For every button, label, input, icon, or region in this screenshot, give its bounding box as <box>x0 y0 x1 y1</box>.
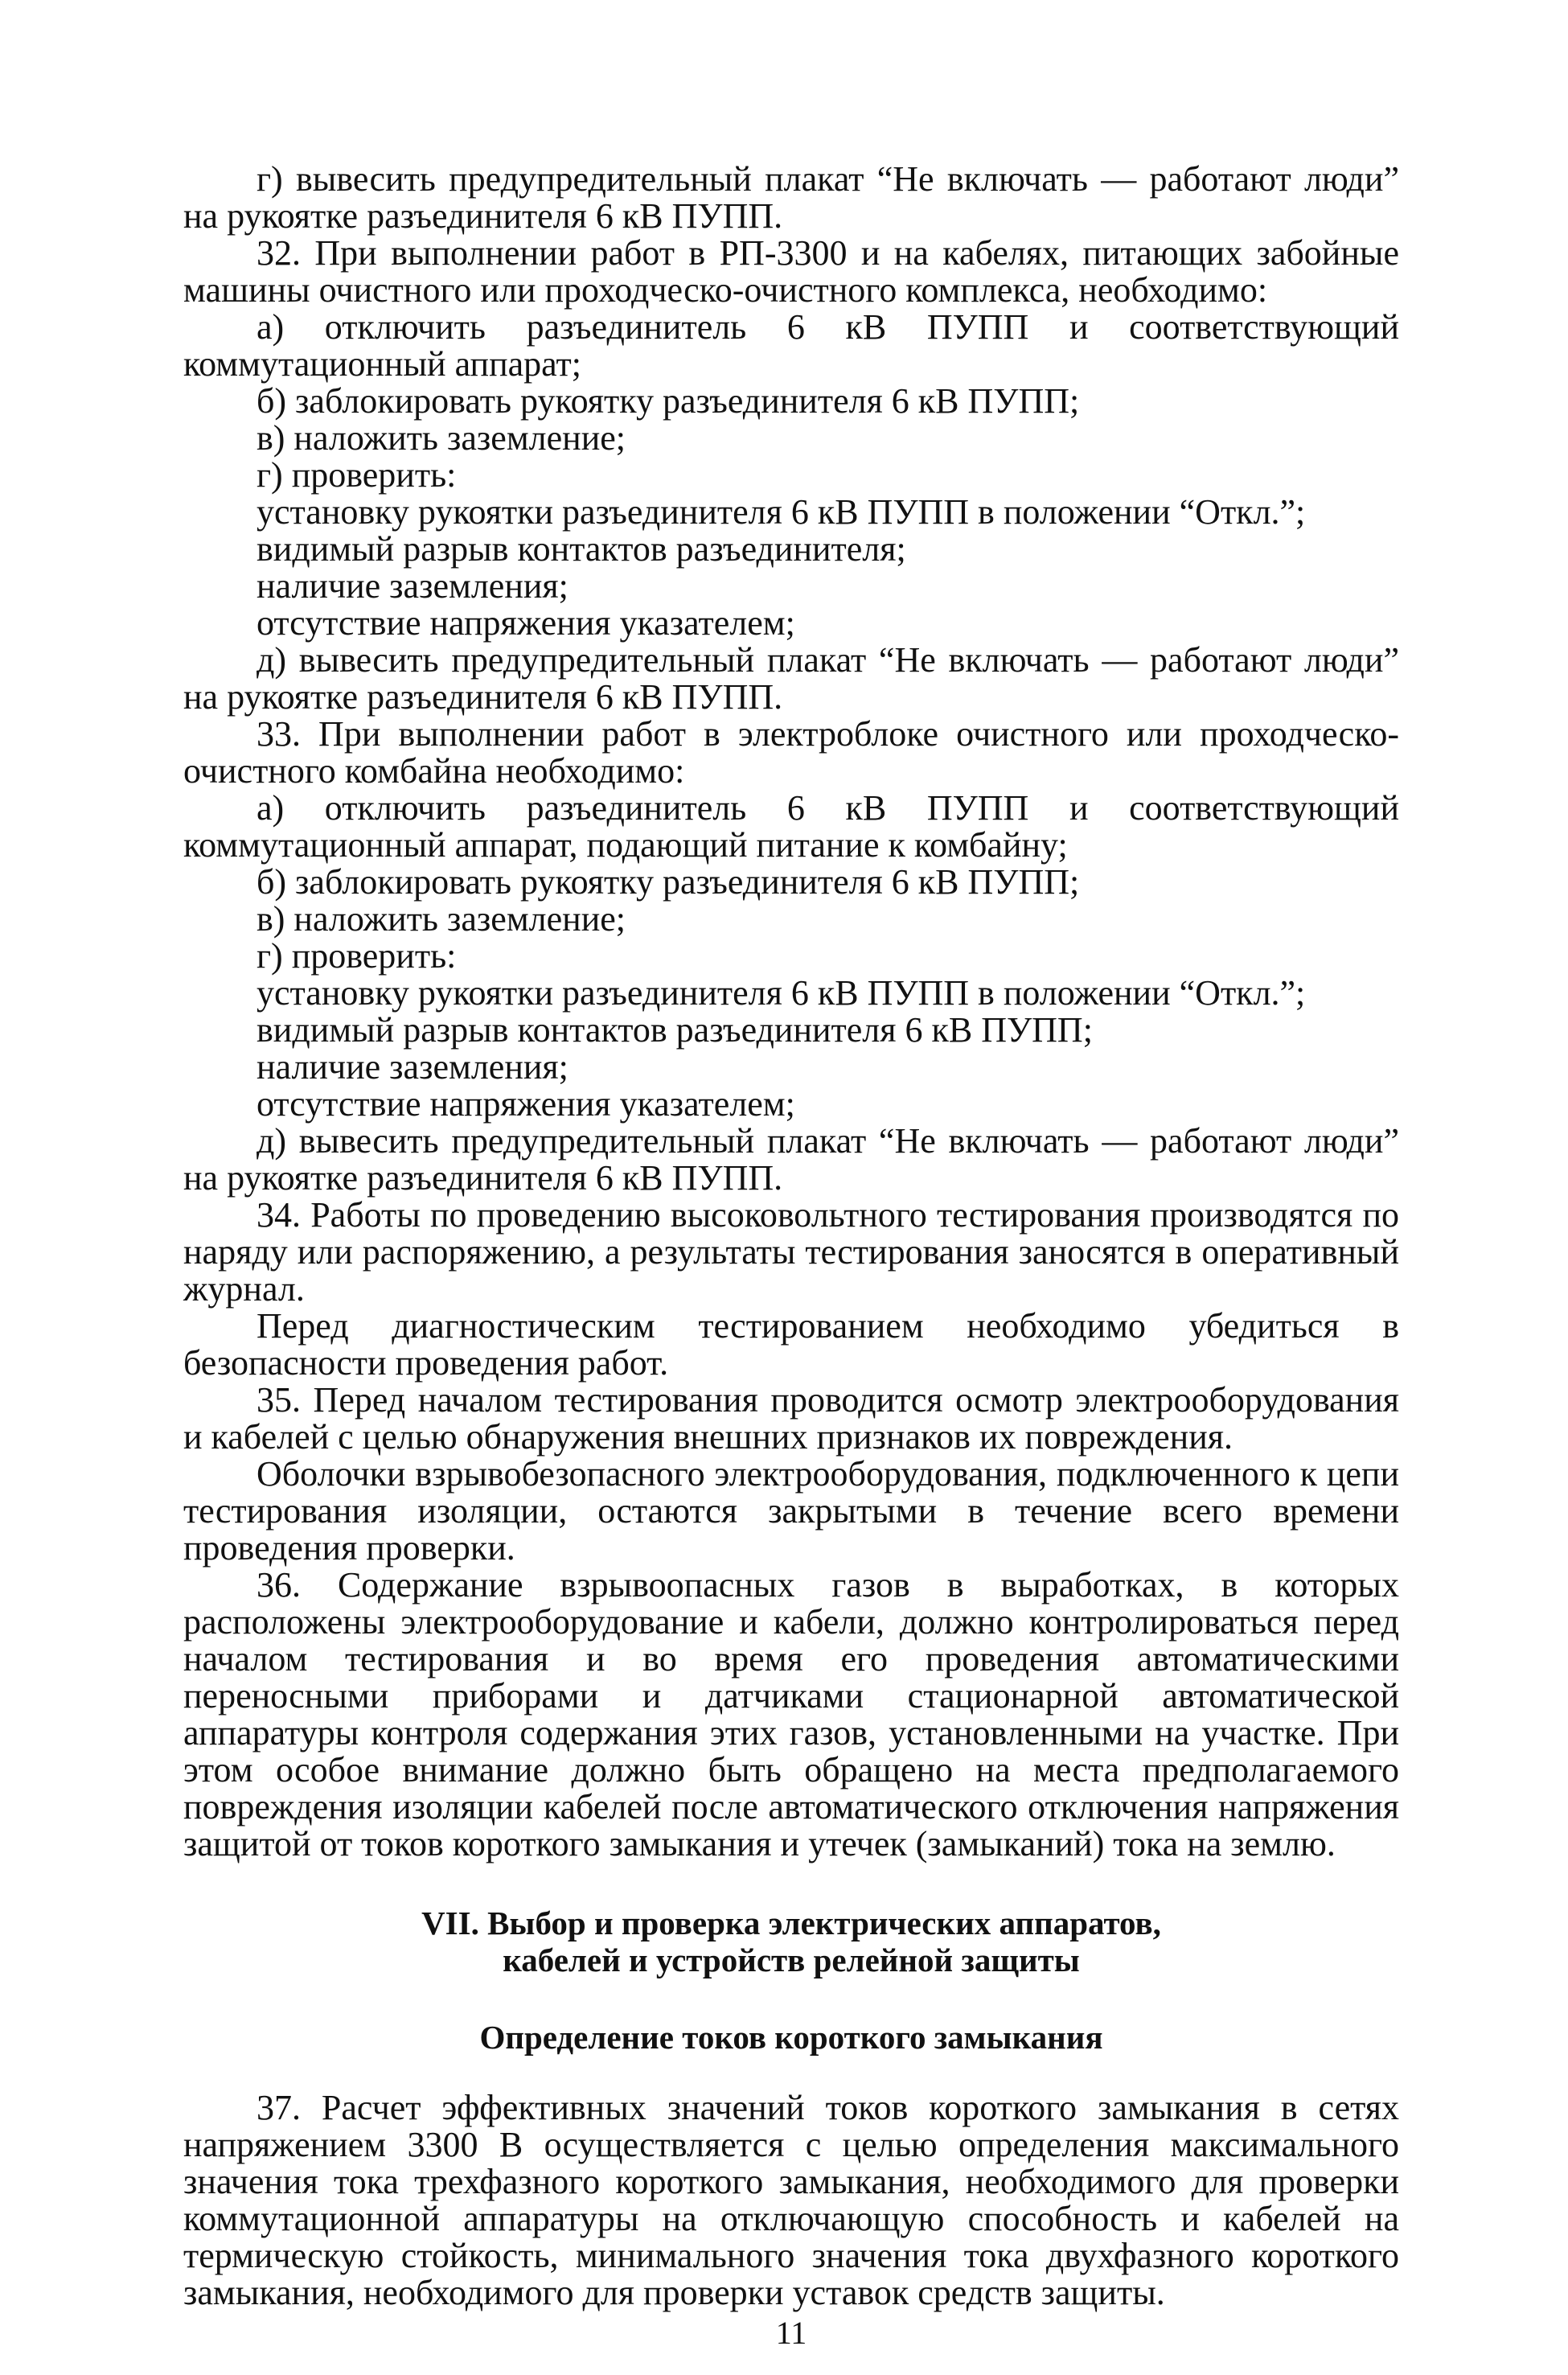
section-heading <box>183 1905 1399 1978</box>
paragraph-33-item-v: в) наложить заземление; <box>257 899 626 939</box>
page-number: 11 <box>775 2315 807 2351</box>
paragraph-33-check-2: видимый разрыв контактов разъединителя 6 кВ ПУПП; <box>257 1010 1093 1050</box>
paragraph-33-item-g: г) проверить: <box>257 936 457 976</box>
paragraph-32-item-a: а) отключить разъединитель 6 кВ ПУПП и соответствующий коммутационный аппарат; <box>183 307 1399 384</box>
paragraph-33-check-3: наличие заземления; <box>257 1047 569 1087</box>
paragraph-32-check-2: видимый разрыв контактов разъединителя; <box>257 529 906 569</box>
paragraph-33-item-b: б) заблокировать рукоятку разъединителя 6 кВ ПУПП; <box>257 862 1080 902</box>
section-heading-line-2: кабелей и устройств релейной защиты <box>503 1942 1080 1978</box>
document-page <box>183 161 1399 2352</box>
paragraph-33: 33. При выполнении работ в электроблоке очистного или проходческо-очистного комбайна необходимо: <box>183 714 1399 791</box>
paragraph-36: 36. Содержание взрывоопасных газов в выработках, в которых расположены электрооборудование и кабели, должно контролироваться перед началом тестирования и во время его проведения автоматическими переносными приборами и датчиками стационарной автоматической аппаратуры контроля содержания этих газов, установленными на участке. При этом особое внимание должно быть обращено на места предполагаемого повреждения изоляции кабелей после автоматического отключения напряжения защитой от токов короткого замыкания и утечек (замыканий) тока на землю. <box>183 1565 1399 1863</box>
paragraph-33-item-a: а) отключить разъединитель 6 кВ ПУПП и соответствующий коммутационный аппарат, подающий питание к комбайну; <box>183 788 1399 865</box>
paragraph-32-item-v: в) наложить заземление; <box>257 418 626 458</box>
paragraph-33-check-1: установку рукоятки разъединителя 6 кВ ПУПП в положении “Откл.”; <box>257 973 1306 1013</box>
paragraph-34: 34. Работы по проведению высоковольтного тестирования производятся по наряду или распоряжению, а результаты тестирования заносятся в оперативный журнал. <box>183 1195 1399 1309</box>
paragraph-32-item-g: г) проверить: <box>257 455 457 495</box>
section-heading-line-1: VII. Выбор и проверка электрических аппаратов, <box>421 1905 1161 1942</box>
paragraph-33-item-d: д) вывесить предупредительный плакат “Не включать — работают люди” на рукоятке разъединителя 6 кВ ПУПП. <box>183 1121 1399 1198</box>
paragraph-32-item-b: б) заблокировать рукоятку разъединителя 6 кВ ПУПП; <box>257 381 1080 421</box>
paragraph-37: 37. Расчет эффективных значений токов короткого замыкания в сетях напряжением 3300 В осуществляется с целью определения максимального значения тока трехфазного короткого замыкания, необходимого для проверки коммутационной аппаратуры на отключающую способность и кабелей на термическую стойкость, минимального значения тока двухфазного короткого замыкания, необходимого для проверки уставок средств защиты. <box>183 2088 1399 2312</box>
paragraph-32-check-1: установку рукоятки разъединителя 6 кВ ПУПП в положении “Откл.”; <box>257 492 1306 532</box>
paragraph-item-g-placard: г) вывесить предупредительный плакат “Не включать — работают люди” на рукоятке разъединителя 6 кВ ПУПП. <box>183 159 1399 236</box>
paragraph-32-check-4: отсутствие напряжения указателем; <box>257 603 795 643</box>
subsection-heading: Определение токов короткого замыкания <box>479 2019 1103 2056</box>
paragraph-32: 32. При выполнении работ в РП-3300 и на кабелях, питающих забойные машины очистного или проходческо-очистного комплекса, необходимо: <box>183 233 1399 310</box>
paragraph-32-item-d: д) вывесить предупредительный плакат “Не включать — работают люди” на рукоятке разъединителя 6 кВ ПУПП. <box>183 640 1399 717</box>
paragraph-35-note: Оболочки взрывобезопасного электрооборудования, подключенного к цепи тестирования изоляции, остаются закрытыми в течение всего времени проведения проверки. <box>183 1454 1399 1568</box>
paragraph-34-note: Перед диагностическим тестированием необходимо убедиться в безопасности проведения работ. <box>183 1306 1399 1383</box>
paragraph-35: 35. Перед началом тестирования проводится осмотр электрооборудования и кабелей с целью обнаружения внешних признаков их повреждения. <box>183 1380 1399 1457</box>
paragraph-33-check-4: отсутствие напряжения указателем; <box>257 1084 795 1124</box>
paragraph-32-check-3: наличие заземления; <box>257 566 569 606</box>
